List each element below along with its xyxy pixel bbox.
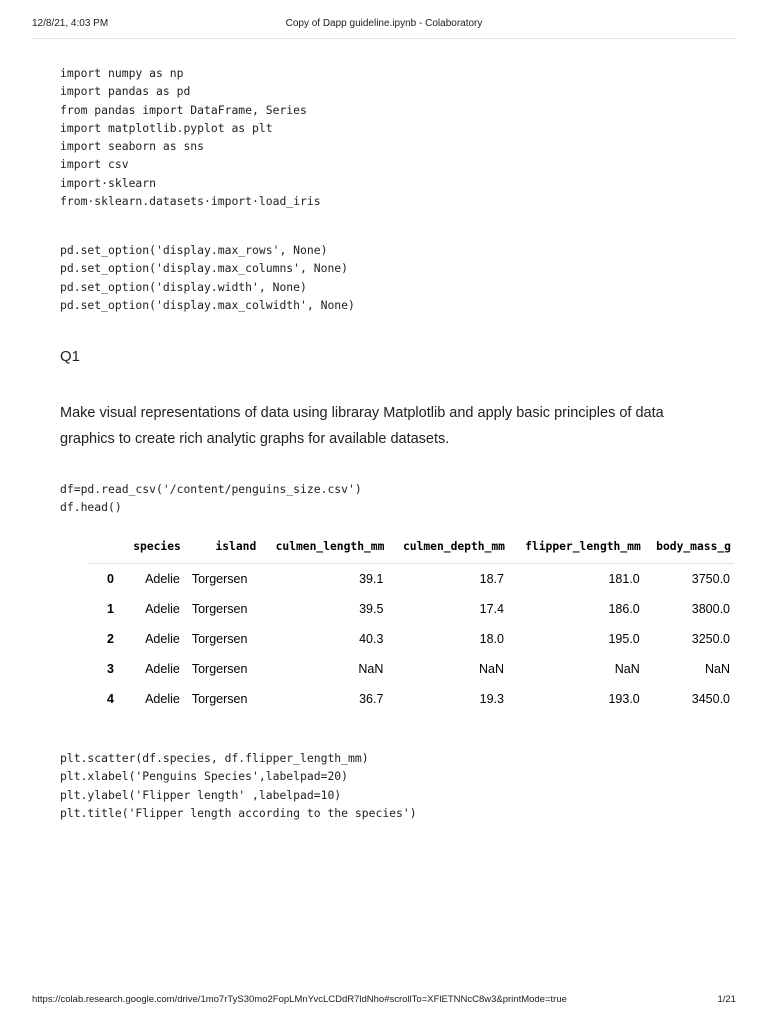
- cell-culmen-length: NaN: [358, 662, 384, 676]
- code-line: plt.title('Flipper length according to the species'): [60, 805, 417, 820]
- print-date: 12/8/21, 4:03 PM: [32, 18, 109, 29]
- code-line: pd.set_option('display.width', None): [60, 279, 307, 294]
- cell-species: Adelie: [145, 602, 180, 616]
- table-header-row: [88, 535, 734, 564]
- cell-flipper-length: 181.0: [608, 572, 640, 586]
- row-index: 1: [107, 602, 114, 616]
- row-index: 0: [107, 572, 114, 586]
- code-line: import·sklearn: [60, 175, 157, 190]
- column-header: body_mass_g: [644, 535, 734, 564]
- cell-flipper-length: 186.0: [608, 602, 640, 616]
- cell-culmen-length: 36.7: [359, 692, 384, 706]
- table-row: [88, 594, 734, 624]
- cell-culmen-length: 39.1: [359, 572, 384, 586]
- code-line: from·sklearn.datasets·import·load_iris: [60, 194, 321, 209]
- dataframe-output-table: [88, 535, 734, 714]
- cell-flipper-length: 193.0: [608, 692, 640, 706]
- column-header: culmen_depth_mm: [387, 535, 508, 564]
- print-header: [32, 18, 736, 34]
- table-row: [88, 624, 734, 654]
- cell-species: Adelie: [145, 632, 180, 646]
- row-index: 2: [107, 632, 114, 646]
- code-line: from pandas import DataFrame, Series: [60, 102, 307, 117]
- cell-body-mass: 3250.0: [691, 632, 730, 646]
- page-number: 1/21: [717, 994, 736, 1005]
- cell-culmen-depth: 18.7: [479, 572, 504, 586]
- header-divider: [32, 38, 736, 39]
- code-line: import numpy as np: [60, 66, 184, 80]
- cell-body-mass: 3750.0: [691, 572, 730, 586]
- page-url-link[interactable]: https://colab.research.google.com/drive/1mo7rTyS30mo2FopLMnYvcLCDdR7ldNho#scrollTo=XFlETNNcC8w3&printMode=true: [32, 994, 567, 1005]
- code-line: df.head(): [60, 500, 122, 515]
- code-line: import matplotlib.pyplot as plt: [60, 120, 273, 135]
- row-index: 4: [107, 692, 114, 706]
- code-cell-options[interactable]: [60, 241, 355, 314]
- column-header: flipper_length_mm: [508, 535, 644, 564]
- table-row: [88, 564, 734, 595]
- code-line: import pandas as pd: [60, 84, 191, 99]
- cell-species: Adelie: [145, 692, 180, 706]
- index-header: [88, 535, 124, 564]
- cell-flipper-length: 195.0: [608, 632, 640, 646]
- cell-island: Torgersen: [191, 632, 248, 646]
- q1-description: Make visual representations of data using libraray Matplotlib and apply basic principles of data graphics to create rich analytic graphs for available datasets.: [60, 405, 664, 447]
- cell-island: Torgersen: [191, 662, 248, 676]
- code-line: plt.xlabel('Penguins Species',labelpad=20): [60, 769, 349, 784]
- code-line: pd.set_option('display.max_colwidth', None): [60, 297, 355, 312]
- table-row: [88, 654, 734, 684]
- row-index: 3: [107, 662, 114, 676]
- cell-body-mass: 3800.0: [691, 602, 730, 616]
- cell-culmen-depth: 17.4: [479, 602, 504, 616]
- code-line: df=pd.read_csv('/content/penguins_size.csv'): [60, 482, 362, 496]
- cell-culmen-depth: 18.0: [479, 632, 504, 646]
- code-line: pd.set_option('display.max_columns', None): [60, 261, 349, 276]
- code-line: plt.scatter(df.species, df.flipper_length_mm): [60, 751, 369, 765]
- print-footer: [32, 994, 736, 1008]
- cell-culmen-length: 40.3: [359, 632, 384, 646]
- cell-island: Torgersen: [191, 572, 248, 586]
- cell-island: Torgersen: [191, 602, 248, 616]
- column-header: island: [184, 535, 259, 564]
- code-cell-scatter[interactable]: [60, 749, 417, 822]
- cell-culmen-depth: 19.3: [479, 692, 504, 706]
- code-line: import seaborn as sns: [60, 139, 205, 154]
- cell-island: Torgersen: [191, 692, 248, 706]
- code-cell-read-csv[interactable]: [60, 480, 362, 517]
- cell-culmen-depth: NaN: [478, 662, 504, 676]
- cell-body-mass: 3450.0: [691, 692, 730, 706]
- cell-flipper-length: NaN: [614, 662, 640, 676]
- q1-heading: Q1: [60, 348, 81, 365]
- cell-body-mass: NaN: [704, 662, 730, 676]
- code-line: pd.set_option('display.max_rows', None): [60, 243, 328, 257]
- code-line: import csv: [60, 157, 129, 172]
- cell-culmen-length: 39.5: [359, 602, 384, 616]
- document-title: Copy of Dapp guideline.ipynb - Colaboratory: [285, 18, 483, 29]
- code-line: plt.ylabel('Flipper length' ,labelpad=10): [60, 787, 342, 802]
- code-cell-imports[interactable]: [60, 64, 321, 210]
- cell-species: Adelie: [145, 572, 180, 586]
- cell-species: Adelie: [145, 662, 180, 676]
- column-header: species: [124, 535, 184, 564]
- table-row: [88, 684, 734, 714]
- column-header: culmen_length_mm: [259, 535, 387, 564]
